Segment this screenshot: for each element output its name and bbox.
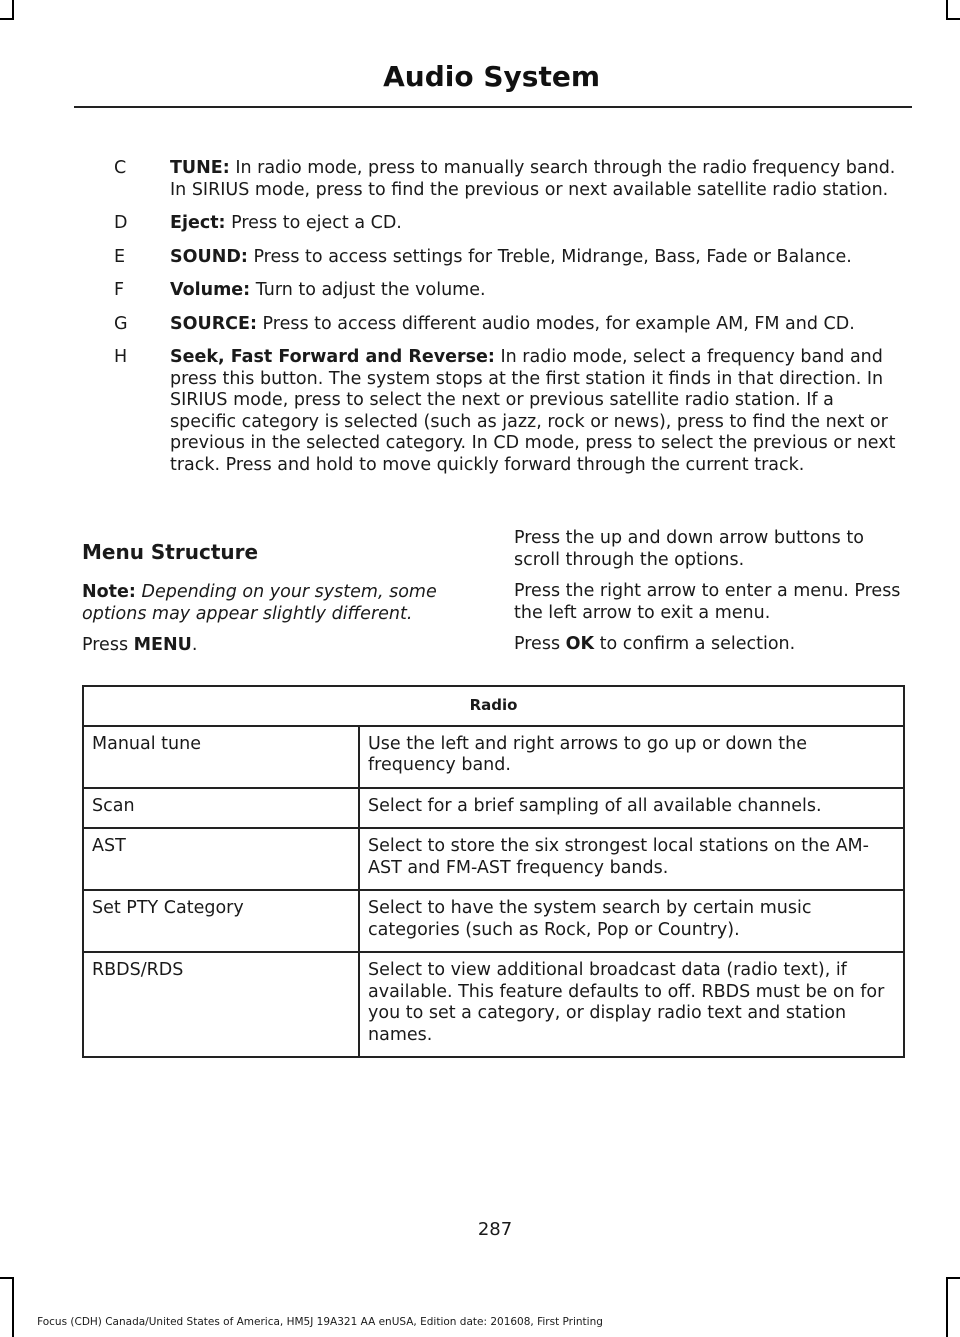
legend-description bbox=[170, 158, 900, 201]
header-divider bbox=[74, 106, 912, 108]
legend-description bbox=[170, 213, 900, 235]
crop-mark bbox=[946, 0, 948, 18]
legend-letter: H bbox=[114, 347, 128, 367]
ok-suffix: to confirm a selection. bbox=[594, 634, 796, 654]
legend-text: Turn to adjust the volume. bbox=[250, 280, 486, 300]
menu-key-label: MENU bbox=[133, 635, 192, 655]
menu-option-name: Set PTY Category bbox=[83, 890, 359, 952]
legend-term: TUNE: bbox=[170, 158, 230, 178]
table-row bbox=[83, 952, 904, 1057]
menu-option-name: RBDS/RDS bbox=[83, 952, 359, 1057]
scroll-paragraph: Press the up and down arrow buttons to scroll through the options. bbox=[514, 528, 864, 570]
table-row bbox=[83, 828, 904, 890]
menu-option-name: Manual tune bbox=[83, 726, 359, 788]
legend-letter: G bbox=[114, 313, 128, 334]
legend-term: SOUND: bbox=[170, 246, 248, 267]
menu-option-name: Scan bbox=[83, 788, 359, 829]
legend-description bbox=[170, 280, 900, 302]
legend-text: Press to access settings for Treble, Midrange, Bass, Fade or Balance. bbox=[247, 246, 852, 267]
control-legend-list bbox=[80, 158, 900, 488]
arrow-paragraph: Press the right arrow to enter a menu. Press the left arrow to exit a menu. bbox=[514, 581, 901, 623]
section-heading: Menu Structure bbox=[82, 540, 259, 564]
footer-text: Focus (CDH) Canada/United States of America, HM5J 19A321 AA enUSA, Edition date: 201608, First Printing bbox=[37, 1316, 603, 1328]
crop-mark bbox=[0, 1277, 14, 1279]
legend-term: Seek, Fast Forward and Reverse: bbox=[170, 347, 495, 367]
note-text: Depending on your system, some options may appear slightly different. bbox=[82, 582, 437, 624]
menu-option-description: Select to have the system search by certain music categories (such as Rock, Pop or Country). bbox=[359, 890, 904, 952]
legend-item-f bbox=[80, 280, 900, 302]
legend-item-e bbox=[80, 247, 900, 269]
legend-term: Volume: bbox=[170, 280, 251, 300]
legend-item-d bbox=[80, 213, 900, 235]
crop-mark bbox=[0, 18, 14, 20]
crop-mark bbox=[12, 1277, 14, 1337]
page-title: Audio System bbox=[383, 60, 600, 93]
note-label: Note: bbox=[82, 582, 136, 602]
legend-text: Press to access different audio modes, for example AM, FM and CD. bbox=[256, 313, 855, 334]
menu-option-name: AST bbox=[83, 828, 359, 890]
legend-letter: C bbox=[114, 158, 127, 178]
table-row bbox=[83, 890, 904, 952]
legend-text: Press to eject a CD. bbox=[225, 213, 402, 233]
ok-prefix: Press bbox=[514, 634, 566, 654]
legend-item-c bbox=[80, 158, 900, 201]
menu-option-description: Select to view additional broadcast data (radio text), if available. This feature defaults to off. RBDS must be on for you to set a category, or display radio text and station names. bbox=[359, 952, 904, 1057]
menu-structure-right-column bbox=[514, 528, 914, 666]
legend-item-g bbox=[80, 314, 900, 336]
legend-text: In radio mode, press to manually search through the radio frequency band. In SIRIUS mode, press to find the previous or next available satellite radio station. bbox=[170, 158, 896, 200]
legend-description bbox=[170, 314, 900, 336]
menu-option-description: Select for a brief sampling of all available channels. bbox=[359, 788, 904, 829]
press-menu-paragraph bbox=[82, 635, 462, 657]
crop-mark bbox=[946, 1277, 960, 1279]
menu-option-description: Use the left and right arrows to go up or down the frequency band. bbox=[359, 726, 904, 788]
ok-paragraph bbox=[514, 634, 914, 656]
legend-description bbox=[170, 247, 900, 269]
legend-letter: D bbox=[114, 213, 128, 233]
table-row bbox=[83, 726, 904, 788]
legend-term: Eject: bbox=[170, 213, 226, 233]
ok-key-label: OK bbox=[565, 634, 595, 654]
page-number: 287 bbox=[477, 1219, 513, 1240]
radio-menu-table bbox=[82, 685, 905, 1058]
crop-mark bbox=[12, 0, 14, 18]
legend-term: SOURCE: bbox=[170, 313, 257, 334]
table-title: Radio bbox=[83, 686, 904, 726]
legend-letter: F bbox=[114, 280, 125, 300]
menu-structure-left-column bbox=[82, 540, 462, 667]
table-row bbox=[83, 788, 904, 829]
press-prefix: Press bbox=[82, 635, 134, 655]
legend-description bbox=[170, 347, 900, 476]
menu-option-description: Select to store the six strongest local stations on the AM-AST and FM-AST frequency bands. bbox=[359, 828, 904, 890]
crop-mark bbox=[946, 18, 960, 20]
legend-item-h bbox=[80, 347, 900, 476]
table-header-row bbox=[83, 686, 904, 726]
crop-mark bbox=[946, 1277, 948, 1337]
legend-text: In radio mode, select a frequency band and press this button. The system stops at the first station it finds in that direction. In SIRIUS mode, press to select the next or previous satellite radio station. If a specific category is selected (such as jazz, rock or news), press to find the next or previous in the selected category. In CD mode, press to select the previous or next track. Press and hold to move quickly forward through the current track. bbox=[170, 347, 896, 475]
legend-letter: E bbox=[114, 246, 126, 267]
note-paragraph bbox=[82, 582, 462, 625]
press-suffix: . bbox=[191, 635, 198, 655]
